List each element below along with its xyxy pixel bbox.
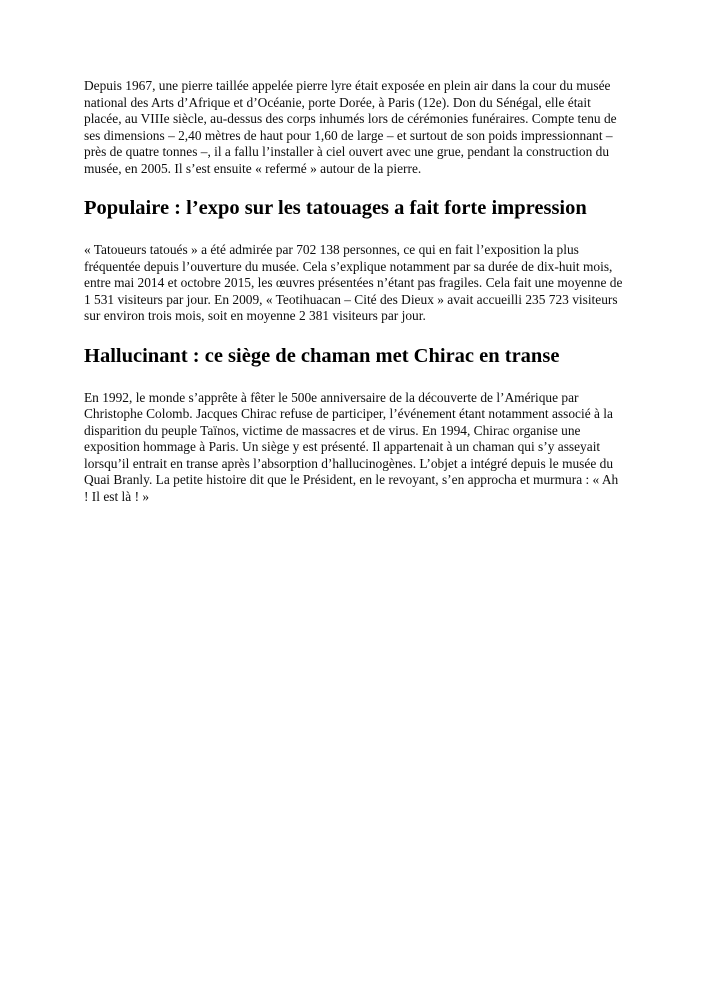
document-content (84, 78, 625, 521)
section-paragraph-hallucinant: En 1992, le monde s’apprête à fêter le 500e anniversaire de la découverte de l’Amérique par Christophe Colomb. Jacques Chirac refuse de participer, l’événement étant notamment associé à la disparition du peuple Taïnos, victime de massacres et de virus. En 1994, Chirac organise une exposition hommage à Paris. Un siège y est présenté. Il appartenait à un chaman qui s’y asseyait lorsqu’il entrait en transe après l’absorption d’hallucinogènes. L’objet a intégré depuis le musée du Quai Branly. La petite histoire dit que le Président, en le revoyant, s’en approcha et murmura : « Ah ! Il est là ! » (84, 389, 619, 504)
section-heading-hallucinant: Hallucinant : ce siège de chaman met Chirac en transe (84, 344, 560, 367)
section-paragraph-populaire: « Tatoueurs tatoués » a été admirée par 702 138 personnes, ce qui en fait l’exposition la plus fréquentée depuis l’ouverture du musée. Cela s’explique notamment par sa durée de dix-huit mois, entre mai 2014 et octobre 2015, les œuvres présentées n’étant pas fragiles. Cela fait une moyenne de 1 531 visiteurs par jour. En 2009, « Teotihuacan – Cité des Dieux » avait accueilli 235 723 visiteurs sur environ trois mois, soit en moyenne 2 381 visiteurs par jour. (84, 242, 623, 323)
section-heading-populaire: Populaire : l’expo sur les tatouages a fait forte impression (84, 197, 587, 219)
intro-paragraph: Depuis 1967, une pierre taillée appelée pierre lyre était exposée en plein air dans la cour du musée national des Arts d’Afrique et d’Océanie, porte Dorée, à Paris (12e). Don du Sénégal, elle était placée, au VIIIe siècle, au-dessus des corps inhumés lors de cérémonies funéraires. Compte tenu de ses dimensions – 2,40 mètres de haut pour 1,60 de large – et surtout de son poids impressionnant – près de quatre tonnes –, il a fallu l’installer à ciel ouvert avec une grue, pendant la construction du musée, en 2005. Il s’est ensuite « refermé » autour de la pierre. (84, 78, 617, 176)
